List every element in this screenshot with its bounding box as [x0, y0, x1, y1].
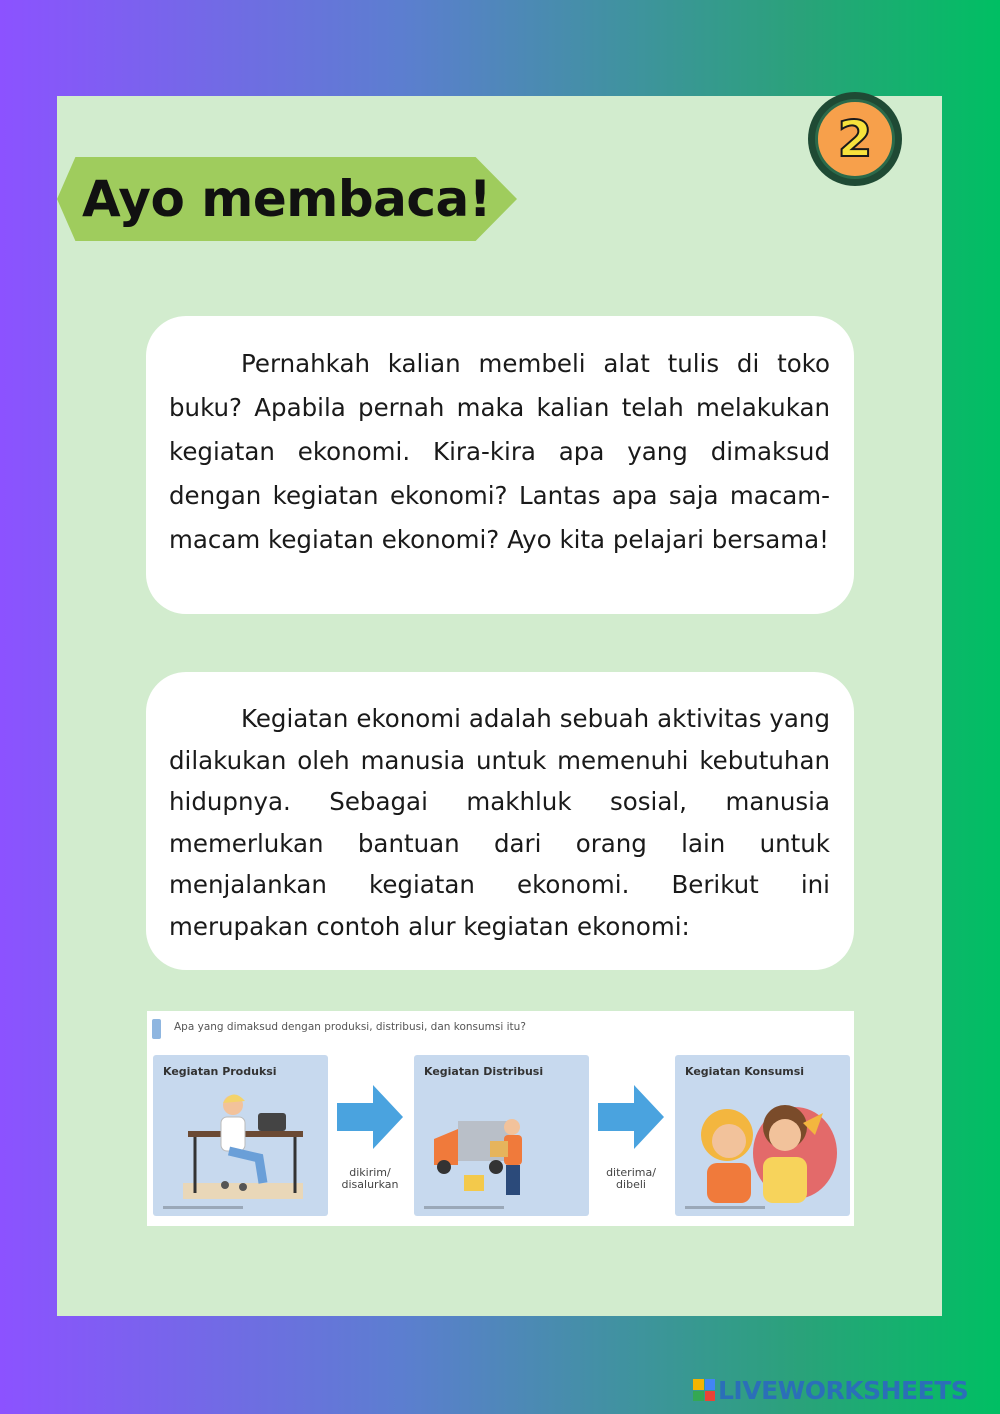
economic-flow-figure [147, 1011, 854, 1226]
arrow-right-icon [598, 1085, 664, 1149]
liveworksheets-logo [693, 1375, 968, 1405]
panel-title: Kegiatan Konsumsi [685, 1065, 805, 1078]
liveworksheets-icon [693, 1379, 715, 1401]
page-number-badge [808, 92, 902, 186]
panel-production [153, 1055, 328, 1216]
reading-card-2 [146, 672, 854, 970]
image-credit [685, 1206, 765, 1209]
paragraph-2: Kegiatan ekonomi adalah sebuah aktivitas yang dilakukan oleh manusia untuk memenuhi kebutuhan hidupnya. Sebagai makhluk sosial, manusia memerlukan bantuan dari orang lain untuk menjalankan kegiatan ekonomi. Berikut ini merupakan contoh alur kegiatan ekonomi: [169, 704, 830, 941]
bookmark-icon [152, 1019, 161, 1039]
image-credit [163, 1206, 243, 1209]
page-number: 2 [815, 99, 895, 179]
arrow-label-2: diterima/ dibeli [606, 1166, 656, 1191]
watermark-text: LIVEWORKSHEETS [718, 1375, 969, 1405]
reading-card-1 [146, 316, 854, 614]
page-title: Ayo membaca! [82, 170, 492, 228]
delivery-truck-illustration [424, 1083, 579, 1208]
panel-title: Kegiatan Produksi [163, 1065, 277, 1078]
people-eating-illustration [685, 1083, 840, 1208]
panel-consumption [675, 1055, 850, 1216]
paragraph-1: Pernahkah kalian membeli alat tulis di toko buku? Apabila pernah maka kalian telah melakukan kegiatan ekonomi. Kira-kira apa yang dimaksud dengan kegiatan ekonomi? Lantas apa saja macam-macam kegiatan ekonomi? Ayo kita pelajari bersama! [169, 349, 830, 554]
arrow-label-1: dikirim/ disalurkan [341, 1166, 399, 1191]
panel-title: Kegiatan Distribusi [424, 1065, 544, 1078]
sewing-worker-illustration [163, 1083, 318, 1208]
figure-question: Apa yang dimaksud dengan produksi, distribusi, dan konsumsi itu? [174, 1021, 526, 1033]
arrow-right-icon [337, 1085, 403, 1149]
panel-distribution [414, 1055, 589, 1216]
image-credit [424, 1206, 504, 1209]
